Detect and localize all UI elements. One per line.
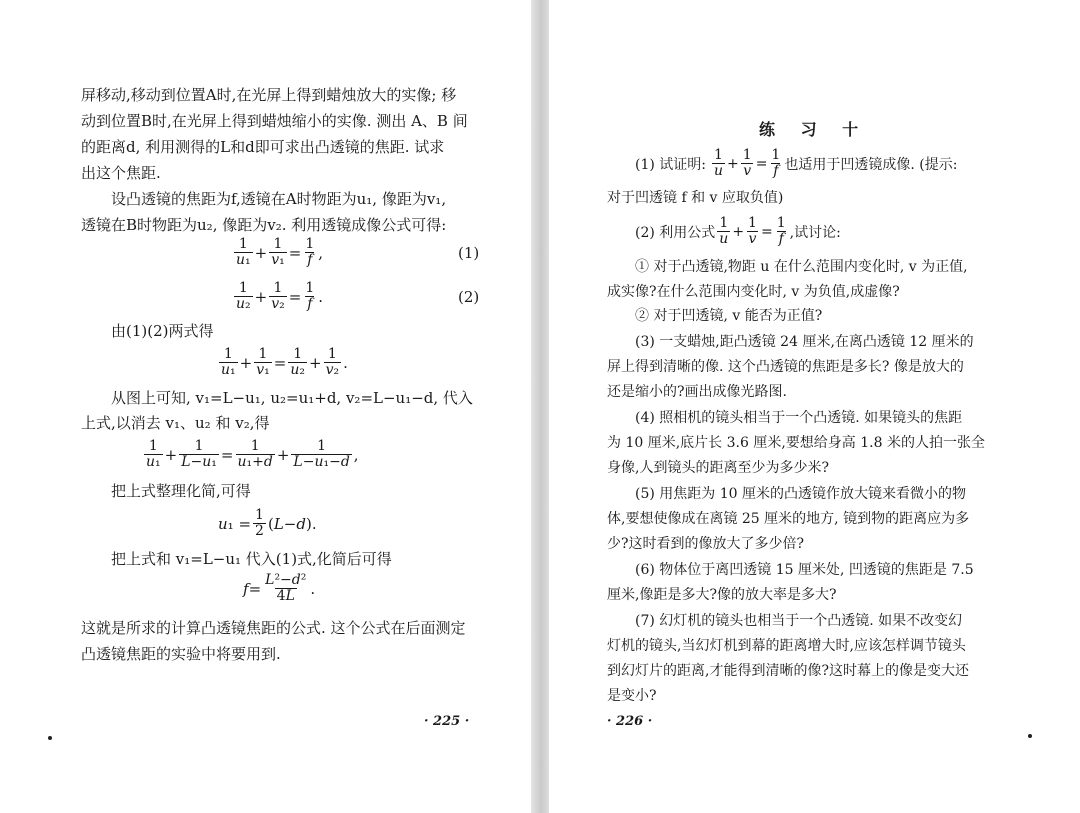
text-line: 由(1)(2)两式得 [111, 322, 214, 340]
text-line: 灯机的镜头,当幻灯机到幕的距离增大时,应该怎样调节镜头 [607, 638, 966, 654]
equation-1: 1 u₁ + 1 v₁ = 1 f , [236, 236, 324, 268]
text-line: 透镜在B时物距为u₂, 像距为v₂. 利用透镜成像公式可得: [81, 216, 447, 234]
equation-substituted: 1 u₁ + 1 L−u₁ = 1 u₁+d + 1 L−u₁−d , [146, 438, 359, 470]
exercise-title: 练 习 十 [759, 120, 869, 139]
text-line: 把上式和 v₁=L−u₁ 代入(1)式,化简后可得 [111, 550, 392, 568]
text-line: 动到位置B时,在光屏上得到蜡烛缩小的实像. 测出 A、B 间 [81, 112, 468, 130]
page-speck [48, 736, 52, 740]
text-line: 为 10 厘米,底片长 3.6 厘米,要想给身高 1.8 米的人拍一张全 [607, 435, 985, 451]
text-line: 屏移动,移动到位置A时,在光屏上得到蜡烛放大的实像; 移 [81, 86, 457, 104]
text-line: 身像,人到镜头的距离至少为多少米? [607, 460, 829, 476]
text-line: 凸透镜焦距的实验中将要用到. [81, 645, 281, 663]
exercise-1-prefix: (1) 试证明: [635, 156, 706, 173]
page-speck [1028, 734, 1032, 738]
equation-focal-length: f = L²−d² 4L . [243, 572, 316, 604]
equation-combined: 1 u₁ + 1 v₁ = 1 u₂ + 1 v₂ . [221, 346, 348, 378]
text-line: 厘米,像距是多大?像的放大率是多大? [607, 587, 837, 603]
text-line: 从图上可知, v₁=L−u₁, u₂=u₁+d, v₂=L−u₁−d, 代入 [111, 389, 473, 407]
text-line: (7) 幻灯机的镜头也相当于一个凸透镜. 如果不改变幻 [635, 613, 963, 629]
book-gutter [531, 0, 549, 813]
text-line: (3) 一支蜡烛,距凸透镜 24 厘米,在离凸透镜 12 厘米的 [635, 334, 974, 350]
text-line: 成实像?在什么范围内变化时, v 为负值,成虚像? [607, 284, 900, 300]
text-line: (4) 照相机的镜头相当于一个凸透镜. 如果镜头的焦距 [635, 410, 963, 426]
text-line: 设凸透镜的焦距为f,透镜在A时物距为u₁, 像距为v₁, [111, 190, 447, 208]
text-line: (6) 物体位于离凹透镜 15 厘米处, 凹透镜的焦距是 7.5 [635, 562, 974, 578]
page-number: · 226 · [607, 714, 653, 729]
text-line: 的距离d, 利用测得的L和d即可求出凸透镜的焦距. 试求 [81, 138, 445, 156]
exercise-2-suffix: ,试讨论: [789, 224, 841, 241]
equation-2: 1 u₂ + 1 v₂ = 1 f . [236, 280, 324, 312]
left-page [0, 0, 531, 813]
page-number: · 225 · [424, 714, 470, 729]
text-line: 出这个焦距. [81, 164, 161, 182]
text-line: (5) 用焦距为 10 厘米的凸透镜作放大镜来看微小的物 [635, 486, 966, 502]
exercise-2-prefix: (2) 利用公式 [635, 224, 716, 241]
text-line: 对于凹透镜 f 和 v 应取负值) [607, 190, 784, 206]
equation-u1: u ₁ = 1 2 ( L − d ). [218, 507, 317, 539]
text-line: 这就是所求的计算凸透镜焦距的公式. 这个公式在后面测定 [81, 619, 466, 637]
text-line: 少?这时看到的像放大了多少倍? [607, 536, 805, 552]
right-page [549, 0, 1080, 813]
exercise-1-suffix: 也适用于凹透镜成像. (提示: [784, 156, 958, 173]
text-line: 是变小? [607, 688, 657, 704]
text-line: 体,要想使像成在离镜 25 厘米的地方, 镜到物的距离应为多 [607, 511, 970, 527]
text-line: 到幻灯片的距离,才能得到清晰的像?这时幕上的像是变大还 [607, 663, 969, 679]
text-line: 还是缩小的?画出成像光路图. [607, 384, 787, 400]
text-line: ② 对于凹透镜, v 能否为正值? [635, 308, 823, 324]
text-line: ① 对于凸透镜,物距 u 在什么范围内变化时, v 为正值, [635, 259, 968, 275]
text-line: 把上式整理化简,可得 [111, 482, 251, 500]
equation-number: (1) [458, 244, 480, 262]
exercise-1-line-1: (1) 试证明: 1 u + 1 v = 1 f 也适用于凹透镜成像. (提示: [635, 147, 958, 179]
text-line: 上式,以消去 v₁、u₂ 和 v₂,得 [81, 414, 270, 432]
equation-number: (2) [458, 288, 480, 306]
exercise-2-line: (2) 利用公式 1 u + 1 v = 1 f ,试讨论: [635, 215, 841, 247]
text-line: 屏上得到清晰的像. 这个凸透镜的焦距是多长? 像是放大的 [607, 359, 964, 375]
